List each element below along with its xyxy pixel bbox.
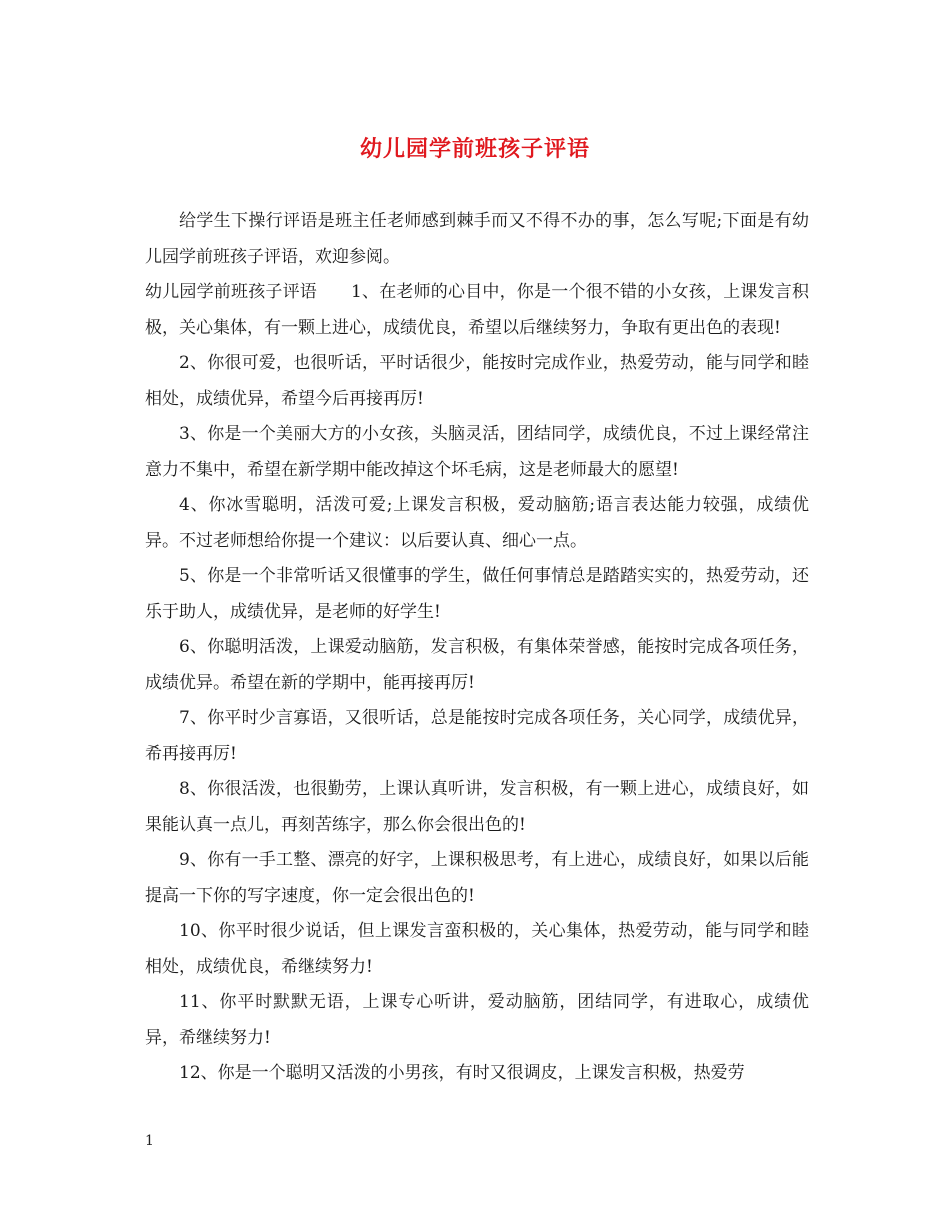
section-heading: 幼儿园学前班孩子评语 [145, 282, 317, 302]
comment-item-11: 11、你平时默默无语，上课专心听讲，爱动脑筋，团结同学，有进取心，成绩优异，希继续努力! [145, 992, 809, 1048]
comment-item-10: 10、你平时很少说话，但上课发言蛮积极的，关心集体，热爱劳动，能与同学和睦相处，成绩优良，希继续努力! [145, 921, 809, 977]
document-body [145, 204, 809, 1092]
intro-paragraph: 给学生下操行评语是班主任老师感到棘手而又不得不办的事，怎么写呢;下面是有幼儿园学前班孩子评语，欢迎参阅。 [145, 211, 809, 267]
comment-item-2: 2、你很可爱，也很听话，平时话很少，能按时完成作业，热爱劳动，能与同学和睦相处，成绩优异，希望今后再接再厉! [145, 353, 809, 409]
comment-item-12: 12、你是一个聪明又活泼的小男孩，有时又很调皮，上课发言积极，热爱劳 [179, 1063, 745, 1083]
page-number: 1 [145, 1133, 154, 1149]
comment-item-6: 6、你聪明活泼，上课爱动脑筋，发言积极，有集体荣誉感，能按时完成各项任务，成绩优异。希望在新的学期中，能再接再厉! [145, 637, 809, 693]
comment-item-3: 3、你是一个美丽大方的小女孩，头脑灵活，团结同学，成绩优良，不过上课经常注意力不集中，希望在新学期中能改掉这个坏毛病，这是老师最大的愿望! [145, 424, 809, 480]
comment-item-8: 8、你很活泼，也很勤劳，上课认真听讲，发言积极，有一颗上进心，成绩良好，如果能认真一点儿，再刻苦练字，那么你会很出色的! [145, 779, 809, 835]
comment-item-5: 5、你是一个非常听话又很懂事的学生，做任何事情总是踏踏实实的，热爱劳动，还乐于助人，成绩优异，是老师的好学生! [145, 566, 809, 622]
comment-item-9: 9、你有一手工整、漂亮的好字，上课积极思考，有上进心，成绩良好，如果以后能提高一下你的写字速度，你一定会很出色的! [145, 850, 809, 906]
comment-item-4: 4、你冰雪聪明，活泼可爱;上课发言积极，爱动脑筋;语言表达能力较强，成绩优异。不过老师想给你提一个建议：以后要认真、细心一点。 [145, 495, 809, 551]
comment-item-7: 7、你平时少言寡语，又很听话，总是能按时完成各项任务，关心同学，成绩优异，希再接再厉! [145, 708, 809, 764]
document-title: 幼儿园学前班孩子评语 [359, 136, 590, 162]
comment-item-1: 1、在老师的心目中，你是一个很不错的小女孩，上课发言积极，关心集体，有一颗上进心，成绩优良，希望以后继续努力，争取有更出色的表现! [145, 282, 809, 338]
section-paragraph-1 [145, 275, 809, 346]
